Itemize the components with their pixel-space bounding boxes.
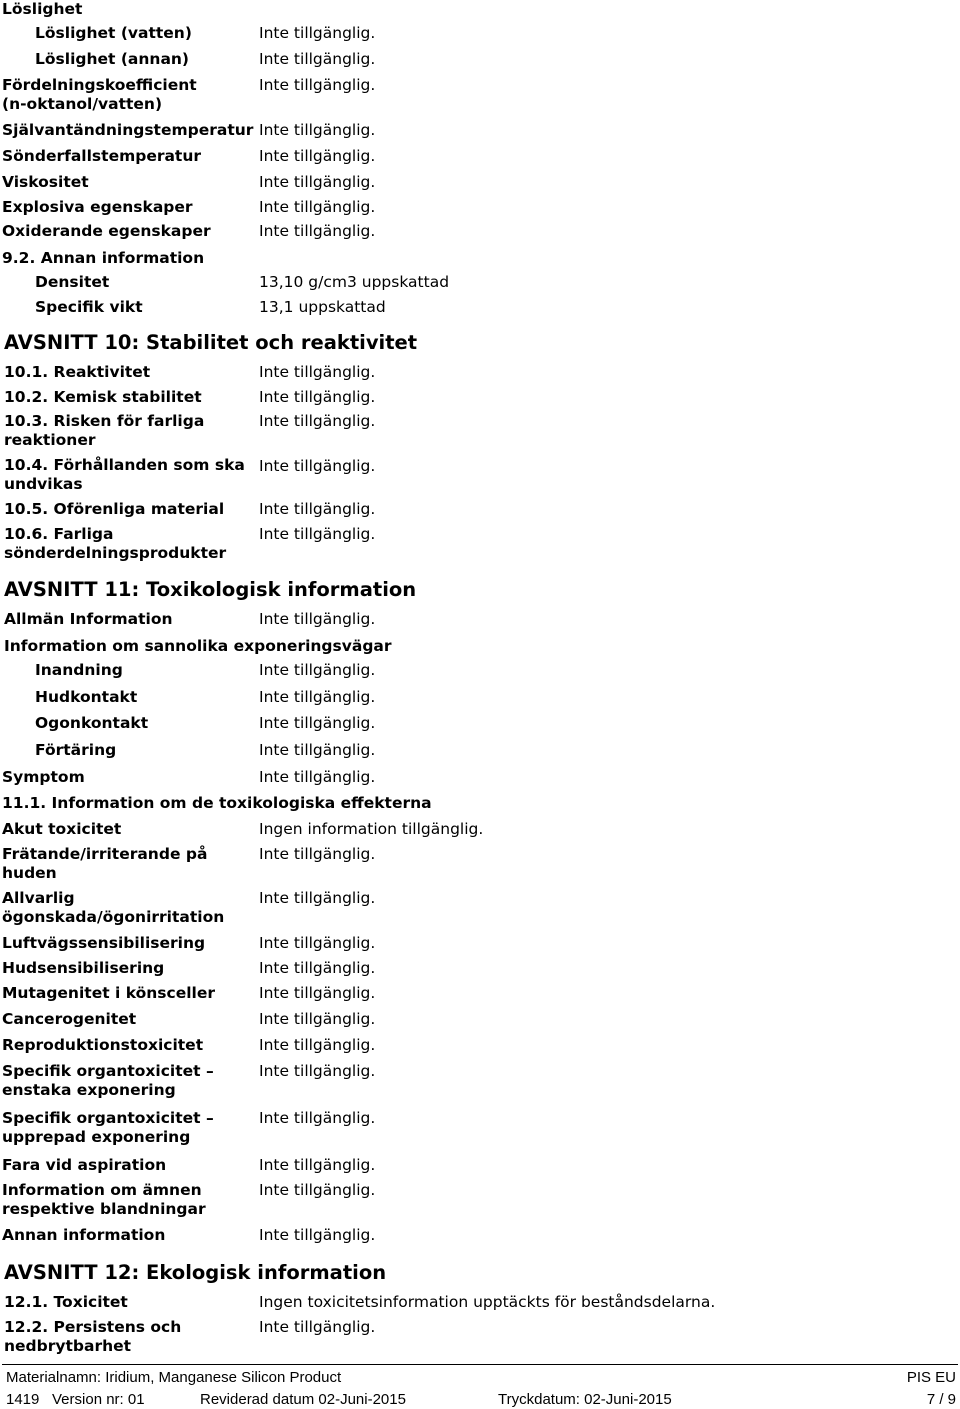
- subsection-title: Information om sannolika exponeringsvägar: [4, 637, 392, 655]
- footer-id: 1419: [6, 1391, 40, 1408]
- row-label: Specifik organtoxicitet – upprepad exponering: [2, 1109, 214, 1146]
- row-value: Ingen toxicitetsinformation upptäckts för beståndsdelarna.: [259, 1293, 716, 1311]
- row-label: Mutagenitet i könsceller: [2, 984, 216, 1002]
- row-value: Inte tillgänglig.: [259, 457, 376, 475]
- row-value: 13,1 uppskattad: [259, 298, 386, 316]
- row-label: Symptom: [2, 768, 85, 786]
- row-label: 10.2. Kemisk stabilitet: [4, 388, 202, 406]
- row-label: 12.1. Toxicitet: [4, 1293, 128, 1311]
- footer-revised: Reviderad datum 02-Juni-2015: [200, 1391, 406, 1408]
- row-label: Oxiderande egenskaper: [2, 222, 211, 240]
- row-label: Frätande/irriterande på huden: [2, 845, 208, 882]
- row-value: Inte tillgänglig.: [259, 661, 376, 679]
- row-value: Inte tillgänglig.: [259, 768, 376, 786]
- row-label: Viskositet: [2, 173, 89, 191]
- row-value: Inte tillgänglig.: [259, 959, 376, 977]
- row-label: Annan information: [2, 1226, 166, 1244]
- row-label: Luftvägssensibilisering: [2, 934, 206, 952]
- row-label: Inandning: [35, 661, 123, 679]
- row-value: Inte tillgänglig.: [259, 1226, 376, 1244]
- subsection-title: 9.2. Annan information: [2, 249, 205, 267]
- row-value: Inte tillgänglig.: [259, 500, 376, 518]
- row-value: Inte tillgänglig.: [259, 741, 376, 759]
- row-value: Inte tillgänglig.: [259, 50, 376, 68]
- row-label: 10.4. Förhållanden som ska undvikas: [4, 456, 245, 493]
- row-label: Självantändningstemperatur: [2, 121, 254, 139]
- row-value: Inte tillgänglig.: [259, 147, 376, 165]
- row-value: Inte tillgänglig.: [259, 1181, 376, 1199]
- row-label: Reproduktionstoxicitet: [2, 1036, 204, 1054]
- row-value: Inte tillgänglig.: [259, 889, 376, 907]
- row-label: Förtäring: [35, 741, 117, 759]
- footer-version: Version nr: 01: [52, 1391, 145, 1408]
- section-heading: AVSNITT 11: Toxikologisk information: [4, 578, 417, 601]
- row-value: Inte tillgänglig.: [259, 845, 376, 863]
- row-label: Specifik organtoxicitet – enstaka exponering: [2, 1062, 214, 1099]
- row-value: Inte tillgänglig.: [259, 1318, 376, 1336]
- row-label: 10.3. Risken för farliga reaktioner: [4, 412, 205, 449]
- row-label: 12.2. Persistens och nedbrytbarhet: [4, 1318, 182, 1355]
- row-label: Ogonkontakt: [35, 714, 149, 732]
- row-label: Löslighet (annan): [35, 50, 190, 68]
- footer-divider: [2, 1364, 958, 1365]
- row-label: 10.6. Farliga sönderdelningsprodukter: [4, 525, 227, 562]
- row-value: Inte tillgänglig.: [259, 363, 376, 381]
- row-value: Inte tillgänglig.: [259, 222, 376, 240]
- row-label: Allmän Information: [4, 610, 173, 628]
- row-label: Fördelningskoefficient (n-oktanol/vatten): [2, 76, 197, 113]
- row-value: Ingen information tillgänglig.: [259, 820, 484, 838]
- row-value: Inte tillgänglig.: [259, 198, 376, 216]
- footer-page: 7 / 9: [926, 1391, 956, 1408]
- row-label: Allvarlig ögonskada/ögonirritation: [2, 889, 225, 926]
- row-label: 10.1. Reaktivitet: [4, 363, 151, 381]
- row-value: Inte tillgänglig.: [259, 388, 376, 406]
- row-label: Specifik vikt: [35, 298, 143, 316]
- row-value: Inte tillgänglig.: [259, 173, 376, 191]
- row-value: Inte tillgänglig.: [259, 1010, 376, 1028]
- row-value: Inte tillgänglig.: [259, 1036, 376, 1054]
- footer-material: Materialnamn: Iridium, Manganese Silicon Product: [6, 1369, 342, 1386]
- footer-code: PIS EU: [906, 1369, 956, 1386]
- row-value: Inte tillgänglig.: [259, 1109, 376, 1127]
- row-value: Inte tillgänglig.: [259, 76, 376, 94]
- section-heading: AVSNITT 10: Stabilitet och reaktivitet: [4, 331, 418, 354]
- row-value: Inte tillgänglig.: [259, 121, 376, 139]
- row-label: Fara vid aspiration: [2, 1156, 167, 1174]
- row-label: Akut toxicitet: [2, 820, 122, 838]
- subsection-title: 11.1. Information om de toxikologiska effekterna: [2, 794, 432, 812]
- footer-printed: Tryckdatum: 02-Juni-2015: [498, 1391, 672, 1408]
- loslighet-title: Löslighet: [2, 0, 83, 18]
- row-value: Inte tillgänglig.: [259, 688, 376, 706]
- row-value: 13,10 g/cm3 uppskattad: [259, 273, 450, 291]
- row-value: Inte tillgänglig.: [259, 714, 376, 732]
- row-value: Inte tillgänglig.: [259, 412, 376, 430]
- row-label: Cancerogenitet: [2, 1010, 137, 1028]
- row-value: Inte tillgänglig.: [259, 24, 376, 42]
- row-label: Löslighet (vatten): [35, 24, 192, 42]
- row-label: Hudkontakt: [35, 688, 138, 706]
- row-label: Sönderfallstemperatur: [2, 147, 202, 165]
- row-label: Explosiva egenskaper: [2, 198, 193, 216]
- row-label: Information om ämnen respektive blandningar: [2, 1181, 206, 1218]
- row-label: Hudsensibilisering: [2, 959, 165, 977]
- row-value: Inte tillgänglig.: [259, 1156, 376, 1174]
- row-label: 10.5. Oförenliga material: [4, 500, 225, 518]
- row-value: Inte tillgänglig.: [259, 1062, 376, 1080]
- row-value: Inte tillgänglig.: [259, 984, 376, 1002]
- section-heading: AVSNITT 12: Ekologisk information: [4, 1261, 387, 1284]
- row-value: Inte tillgänglig.: [259, 525, 376, 543]
- row-value: Inte tillgänglig.: [259, 610, 376, 628]
- row-value: Inte tillgänglig.: [259, 934, 376, 952]
- row-label: Densitet: [35, 273, 110, 291]
